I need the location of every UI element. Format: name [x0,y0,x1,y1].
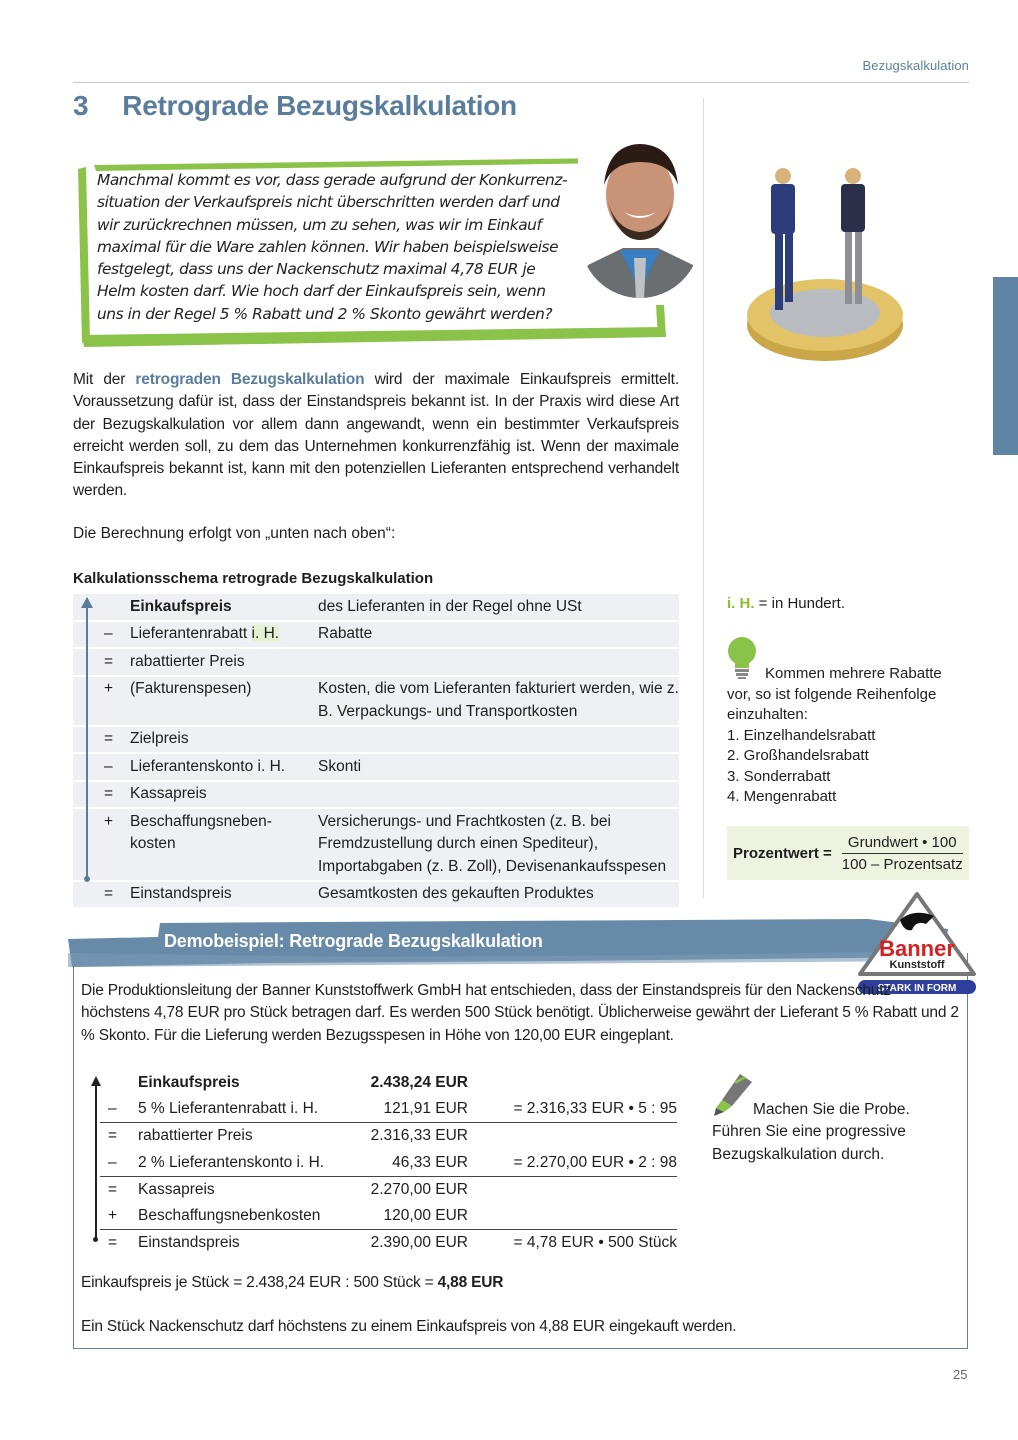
operator: – [108,1153,117,1171]
discount-order-tip [727,664,967,808]
tip-list-item: 2. Großhandelsrabatt [727,747,869,764]
chapter-number: 3 [73,90,89,121]
calc-note: = 2.316,33 EUR • 5 : 95 [513,1100,677,1118]
calc-row [100,1150,677,1177]
calc-label: Kassapreis [138,1180,215,1198]
row-label: Einkaufspreis [130,597,232,615]
row-description: Skonti [318,757,362,775]
operator: = [104,730,114,747]
schema-row [73,882,679,910]
svg-text:STARK IN FORM: STARK IN FORM [877,983,957,994]
row-label: Lieferantenskonto i. H. [130,757,286,775]
tip-first-line: Kommen mehrere Rabatte [765,665,942,682]
calc-amount: 120,00 EUR [383,1207,468,1225]
row-description: Gesamtkosten des gekauften Produktes [318,885,594,902]
row-label: Einstandspreis [130,885,232,902]
probe-task [712,1099,952,1166]
formula-fraction [836,834,969,873]
svg-text:Banner: Banner [879,936,955,961]
calc-arrow-line [95,1083,97,1239]
intro-rest: wird der maximale Einkaufspreis ermittelt. Voraussetzung dafür ist, dass der Einstandspreis bekannt ist. In der Praxis wird diese Art der Bezugskalkulation vor allem dann angewandt, wenn ein bestimmter Verkaufspreis erreicht werden soll, zu dem das Unternehmen konkurrenzfähig ist. Wenn der maximale Einkaufspreis bekannt ist, kann mit den potenziellen Lieferanten entsprechend verhandelt werden. [73,371,679,500]
probe-text: Führen Sie eine progressive Bezugskalkulation durch. [712,1123,906,1163]
operator: = [108,1180,118,1198]
per-piece-result: 4,88 EUR [437,1274,504,1291]
formula-numerator: Grundwert • 100 [842,834,963,854]
calc-row [100,1070,677,1096]
running-head: Bezugskalkulation [862,58,969,73]
calc-row [100,1123,677,1149]
calc-row [100,1096,677,1123]
calc-label: Einstandspreis [138,1234,240,1252]
chapter-side-tab [993,277,1018,455]
row-description: des Lieferanten in der Regel ohne USt [318,597,582,615]
calc-label: 5 % Lieferantenrabatt i. H. [138,1100,319,1118]
calc-amount: 121,91 EUR [383,1100,468,1118]
calc-note: = 2.270,00 EUR • 2 : 98 [513,1153,677,1171]
row-description [318,651,679,674]
row-label: Zielpreis [130,730,189,747]
operator: + [104,812,114,830]
calc-amount: 2.438,24 EUR [370,1074,468,1092]
intro-paragraph [73,369,679,503]
calc-row [100,1203,677,1230]
tip-text: vor, so ist folgende Reihenfolge einzuhalten: [727,685,937,723]
per-piece-formula: Einkaufspreis je Stück = 2.438,24 EUR : 500 Stück = [81,1274,438,1291]
chapter-title: Retrograde Bezugskalkulation [122,90,517,121]
abbreviation: i. H. [727,595,755,612]
formula-lhs: Prozentwert = [733,844,832,862]
calc-row [100,1230,677,1256]
page-title [73,90,517,122]
row-label-text: Lieferantenrabatt [130,625,252,642]
coin-figurines-image [745,160,905,365]
row-label: (Fakturenspesen) [130,680,252,697]
operator: = [104,652,114,670]
schema-title: Kalkulationsschema retrograde Bezugskalkulation [73,570,434,587]
calc-label: 2 % Lieferantenskonto i. H. [138,1153,325,1171]
keyword-retrograde: retrograden Bezugskalkulation [135,371,365,388]
calc-amount: 2.390,00 EUR [370,1234,468,1252]
percentage-formula [727,826,969,880]
page-number: 25 [953,1367,968,1382]
schema-row [73,754,679,782]
schema-row [73,727,679,755]
tip-list-item: 1. Einzelhandelsrabatt [727,726,876,744]
avatar [578,140,702,300]
operator: = [108,1127,118,1145]
header-divider [73,82,969,83]
operator: + [104,680,114,697]
tip-list-item: 3. Sonderrabatt [727,767,831,785]
operator: – [108,1100,117,1118]
calc-note: = 4,78 EUR • 500 Stück [513,1234,677,1252]
row-description [318,783,679,806]
calc-amount: 2.270,00 EUR [370,1180,468,1198]
row-label [130,623,318,646]
formula-denominator: 100 – Prozentsatz [841,855,963,873]
operator: = [104,785,114,802]
demo-intro-text: Die Produktionsleitung der Banner Kunststoffwerk GmbH hat entschieden, dass der Einstandspreis für den Nackenschutz höchstens 4,78 EUR pro Stück betragen darf. Es werden 500 Stück benötigt. Üblicherweise gewährt der Lieferant 5 % Rabatt und 2 % Skonto. Für die Lieferung werden Bezugsspesen in Höhe von 120,00 EUR eingeplant. [81,982,959,1044]
schema-row [73,622,679,650]
schema-row [73,809,679,882]
schema-row [73,594,679,622]
schema-row [73,782,679,810]
calc-arrow-start-dot [93,1237,98,1242]
calculation-direction-text: Die Berechnung erfolgt von „unten nach oben“: [73,525,396,542]
operator: = [108,1234,118,1252]
calc-amount: 46,33 EUR [392,1153,468,1171]
demo-title: Demobeispiel: Retrograde Bezugskalkulation [164,931,543,951]
bubble-text: Manchmal kommt es vor, dass gerade aufgrund der Konkurrenz-situation der Verkaufspreis nicht überschritten werden darf und wir zurückrechnen müssen, um zu sehen, was wir im Einkauf maximal für die Ware zahlen können. Wir haben beispielsweise festgelegt, dass uns der Nackenschutz maximal 4,78 EUR je Helm kosten darf. Wie hoch darf der Einkaufspreis sein, wenn uns in der Regel 5 % Rabatt und 2 % Skonto gewährt werden? [97,171,568,323]
arrow-up-icon [91,1076,101,1086]
intro-prefix: Mit der [73,371,136,388]
schema-row [73,677,679,727]
abbreviation-note [727,595,845,612]
row-description: Rabatte [318,625,373,642]
operator: = [104,885,114,902]
row-description: Kosten, die vom Lieferanten fakturiert werden, wie z. B. Verpackungs- und Transportkosten [318,680,679,720]
svg-text:Kunststoff: Kunststoff [889,959,945,971]
operator: – [104,757,113,775]
calculation-schema-table [73,594,679,909]
arrow-start-dot [84,876,90,882]
tip-list-item: 4. Mengenrabatt [727,788,837,805]
schema-row [73,649,679,677]
abbreviation-definition: = in Hundert. [754,595,845,612]
calc-row [100,1177,677,1203]
upward-arrow-line [86,598,88,880]
highlight-abbreviation: i. H. [251,625,280,642]
operator: – [104,625,113,642]
conclusion-text: Ein Stück Nackenschutz darf höchstens zu einem Einkaufspreis von 4,88 EUR eingekauft werden. [81,1318,737,1335]
calc-label: Beschaffungsnebenkosten [138,1207,321,1225]
demo-calculation-table [100,1070,677,1256]
arrow-up-icon [81,597,93,608]
per-piece-calculation [81,1274,503,1292]
calc-label: Einkaufspreis [138,1074,240,1092]
column-divider [703,98,704,898]
row-description [318,728,679,751]
operator: + [108,1207,118,1225]
row-label: Kassapreis [130,785,207,802]
calc-amount: 2.316,33 EUR [370,1127,468,1145]
row-label: Beschaffungsneben-kosten [130,812,272,852]
calc-label: rabattierter Preis [138,1127,253,1145]
row-label: rabattierter Preis [130,652,245,670]
row-description: Versicherungs- und Frachtkosten (z. B. bei Fremdzustellung durch einen Spediteur), Importabgaben (z. B. Zoll), Devisenankaufsspesen [318,812,667,875]
probe-first-line: Machen Sie die Probe. [753,1101,910,1118]
